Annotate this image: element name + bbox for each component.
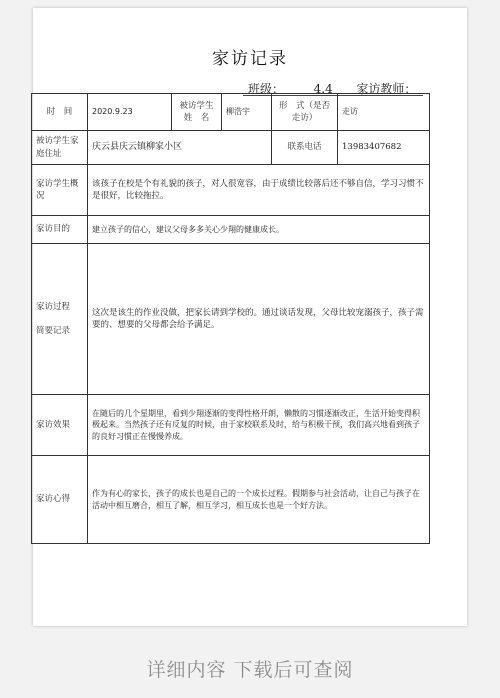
overview-value: 该孩子在校是个有礼貌的孩子，对人很宽容，由于成绩比较落后还不够自信，学习习惯不是很好，比较拖拉。 bbox=[88, 165, 430, 216]
process-label bbox=[32, 244, 88, 395]
student-name-value: 柳浩宇 bbox=[222, 94, 272, 131]
phone-label: 联系电话 bbox=[272, 131, 338, 165]
download-prompt: 详细内容 下载后可查阅 bbox=[146, 659, 354, 681]
table-row bbox=[32, 131, 430, 165]
visit-form-label: 形 式（是否走访） bbox=[272, 94, 338, 131]
table-row bbox=[32, 165, 430, 216]
process-label-line-2: 简要记录 bbox=[36, 326, 71, 336]
teacher-label: 家访教师： bbox=[356, 82, 417, 96]
phone-value: 13983407682 bbox=[338, 131, 430, 165]
document-title: 家访记录 bbox=[212, 49, 288, 69]
student-name-label: 被访学生姓 名 bbox=[172, 94, 222, 131]
overview-label: 家访学生概 况 bbox=[32, 165, 88, 216]
effect-value: 在随后的几个星期里，看到少翔逐渐的变得性格开朗，懒散的习惯逐渐改正，生活开始变得积极起来。当然孩子还有反复的时候，由于家校联系及时，给与积极干预，我们高兴地看到孩子的良好习惯正在慢慢养成。 bbox=[88, 395, 430, 456]
table-row bbox=[32, 395, 430, 456]
process-label-line-1: 家访过程 bbox=[36, 301, 71, 312]
purpose-value: 建立孩子的信心，建议父母多多关心少翔的健康成长。 bbox=[88, 216, 430, 244]
table-row bbox=[32, 244, 430, 395]
class-value: 4.4 bbox=[313, 82, 333, 96]
class-label: 班级： bbox=[248, 82, 285, 96]
process-value: 这次是该生的作业没做，把家长请到学校的。通过谈话发现，父母比较宠溺孩子，孩子需要的、想要的父母都会给予满足。 bbox=[88, 244, 430, 395]
visit-record-table bbox=[31, 93, 430, 544]
time-value: 2020.9.23 bbox=[88, 94, 172, 131]
time-label: 时 间 bbox=[32, 94, 88, 131]
table-row bbox=[32, 216, 430, 244]
effect-label: 家访效果 bbox=[32, 395, 88, 456]
address-value: 庆云县庆云镇柳家小区 bbox=[88, 131, 272, 165]
address-label: 被访学生家庭住址 bbox=[32, 131, 88, 165]
reflection-value: 作为有心的家长，孩子的成长也是自己的一个成长过程。假期参与社会活动，让自己与孩子在活动中相互磨合，相互了解，相互学习，相互成长也是一个好方法。 bbox=[88, 456, 430, 544]
table-row bbox=[32, 94, 430, 131]
visit-form-value: 走访 bbox=[338, 94, 430, 131]
reflection-label: 家访心得 bbox=[32, 456, 88, 544]
table-row bbox=[32, 456, 430, 544]
purpose-label: 家访目的 bbox=[32, 216, 88, 244]
